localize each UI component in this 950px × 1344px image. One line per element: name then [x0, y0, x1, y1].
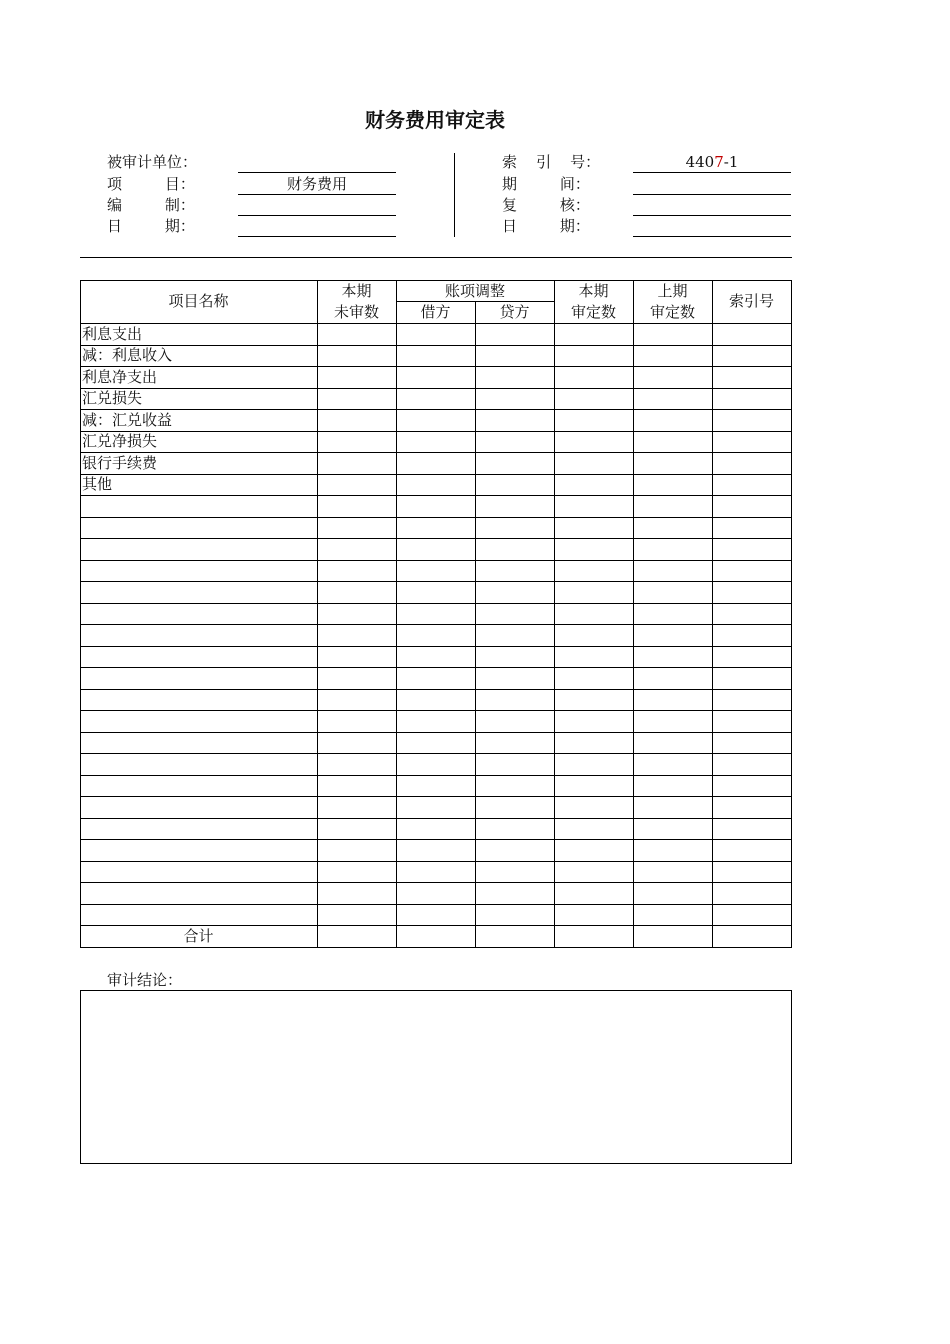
- table-cell[interactable]: [476, 690, 553, 710]
- table-cell[interactable]: [397, 840, 474, 860]
- col-header-unaudited-top: 本期: [341, 282, 372, 300]
- table-cell[interactable]: [634, 389, 711, 409]
- table-cell[interactable]: [555, 840, 632, 860]
- total-cell[interactable]: [318, 926, 395, 946]
- table-cell[interactable]: [318, 690, 395, 710]
- table-cell[interactable]: [555, 711, 632, 731]
- table-cell[interactable]: [634, 690, 711, 710]
- total-cell[interactable]: [634, 926, 711, 946]
- table-cell[interactable]: [555, 625, 632, 645]
- table-cell[interactable]: [555, 518, 632, 538]
- table-cell[interactable]: [634, 582, 711, 602]
- table-cell[interactable]: [713, 582, 790, 602]
- item-label: 项 目：: [107, 175, 195, 193]
- table-cell[interactable]: [397, 539, 474, 559]
- table-cell[interactable]: [318, 840, 395, 860]
- table-cell[interactable]: [713, 647, 790, 667]
- table-cell[interactable]: [476, 862, 553, 882]
- table-row-label: 汇兑净损失: [82, 432, 158, 450]
- table-cell[interactable]: [555, 690, 632, 710]
- table-cell[interactable]: [713, 432, 790, 452]
- conclusion-label: [107, 970, 182, 990]
- table-cell[interactable]: [713, 819, 790, 839]
- table-cell[interactable]: [555, 496, 632, 516]
- table-cell[interactable]: [555, 647, 632, 667]
- table-cell[interactable]: [397, 582, 474, 602]
- table-cell[interactable]: [713, 604, 790, 624]
- table-cell[interactable]: [397, 711, 474, 731]
- table-cell[interactable]: [397, 410, 474, 430]
- table-cell[interactable]: [555, 604, 632, 624]
- table-cell[interactable]: [476, 840, 553, 860]
- table-cell[interactable]: [476, 754, 553, 774]
- table-cell[interactable]: [634, 862, 711, 882]
- table-cell[interactable]: [713, 346, 790, 366]
- table-cell[interactable]: [555, 389, 632, 409]
- col-header-debit: 借方: [420, 303, 451, 321]
- col-header-credit: 贷方: [499, 303, 530, 321]
- table-cell[interactable]: [713, 453, 790, 473]
- prepared-date-label: 日 期：: [107, 217, 195, 235]
- table-cell[interactable]: [634, 604, 711, 624]
- index-number-part1: 440: [685, 153, 715, 171]
- table-cell[interactable]: [634, 668, 711, 688]
- table-cell[interactable]: [476, 432, 553, 452]
- table-cell[interactable]: [318, 432, 395, 452]
- table-cell[interactable]: [476, 410, 553, 430]
- table-cell[interactable]: [634, 561, 711, 581]
- table-cell[interactable]: [476, 518, 553, 538]
- table-cell[interactable]: [713, 389, 790, 409]
- table-cell[interactable]: [318, 582, 395, 602]
- index-number-label: 索 引 号：: [502, 153, 601, 171]
- col-header-unaudited-bottom: 未审数: [333, 303, 379, 321]
- table-cell[interactable]: [318, 733, 395, 753]
- table-cell[interactable]: [555, 324, 632, 344]
- table-cell[interactable]: [634, 539, 711, 559]
- table-cell[interactable]: [713, 754, 790, 774]
- table-cell[interactable]: [397, 346, 474, 366]
- table-cell[interactable]: [634, 496, 711, 516]
- table-cell[interactable]: [555, 754, 632, 774]
- table-cell[interactable]: [397, 604, 474, 624]
- table-cell[interactable]: [318, 711, 395, 731]
- table-cell[interactable]: [555, 346, 632, 366]
- table-cell[interactable]: [634, 324, 711, 344]
- item-field[interactable]: 财务费用: [238, 174, 396, 195]
- table-cell[interactable]: [634, 625, 711, 645]
- table-cell[interactable]: [397, 690, 474, 710]
- audited-entity-label: 被审计单位：: [107, 153, 198, 171]
- table-cell[interactable]: [476, 604, 553, 624]
- table-cell[interactable]: [713, 496, 790, 516]
- table-cell[interactable]: [555, 561, 632, 581]
- table-row-label: 减：汇兑收益: [82, 410, 173, 429]
- table-cell[interactable]: [713, 539, 790, 559]
- table-cell[interactable]: [713, 668, 790, 688]
- table-cell[interactable]: [634, 883, 711, 903]
- table-cell[interactable]: [634, 432, 711, 452]
- adjustment-subheader-line: [396, 301, 554, 302]
- table-cell[interactable]: [476, 582, 553, 602]
- table-cell[interactable]: [318, 453, 395, 473]
- table-cell[interactable]: [476, 733, 553, 753]
- table-row-label: 减：利息收入: [82, 346, 173, 364]
- review-date-label: 日 期：: [502, 217, 590, 235]
- table-cell[interactable]: [397, 883, 474, 903]
- total-cell[interactable]: [713, 926, 790, 946]
- table-cell[interactable]: [397, 324, 474, 344]
- table-cell[interactable]: [476, 389, 553, 409]
- table-cell[interactable]: [397, 797, 474, 817]
- table-cell[interactable]: [555, 668, 632, 688]
- table-cell[interactable]: [318, 561, 395, 581]
- col-header-item-name: 项目名称: [168, 292, 229, 310]
- table-cell[interactable]: [634, 754, 711, 774]
- table-cell[interactable]: [397, 733, 474, 753]
- table-cell[interactable]: [318, 410, 395, 430]
- table-cell[interactable]: [397, 625, 474, 645]
- col-header-index: 索引号: [728, 292, 774, 310]
- table-cell[interactable]: [397, 496, 474, 516]
- total-row-label: 合计: [183, 926, 214, 945]
- table-row-label: 利息净支出: [82, 367, 158, 386]
- col-header-prior-top: 上期: [657, 282, 688, 300]
- table-cell[interactable]: [555, 797, 632, 817]
- table-cell[interactable]: [555, 905, 632, 925]
- table-cell[interactable]: [555, 733, 632, 753]
- table-cell[interactable]: [318, 776, 395, 796]
- prepared-by-label: 编 制：: [107, 196, 195, 214]
- table-cell[interactable]: [318, 668, 395, 688]
- table-cell[interactable]: [318, 539, 395, 559]
- table-row-label: 银行手续费: [82, 453, 158, 472]
- table-row-label: 利息支出: [82, 324, 143, 343]
- table-cell[interactable]: [476, 346, 553, 366]
- table-cell[interactable]: [634, 840, 711, 860]
- table-cell[interactable]: [634, 819, 711, 839]
- table-row-label: 其他: [82, 475, 113, 493]
- table-cell[interactable]: [634, 905, 711, 925]
- table-cell[interactable]: [555, 410, 632, 430]
- table-cell[interactable]: [318, 324, 395, 344]
- table-cell[interactable]: [713, 905, 790, 925]
- table-cell[interactable]: [476, 797, 553, 817]
- table-cell[interactable]: [713, 690, 790, 710]
- col-header-audited-bottom: 审定数: [570, 303, 616, 321]
- table-bottom-border: [80, 947, 792, 948]
- table-cell[interactable]: [476, 883, 553, 903]
- table-cell[interactable]: [713, 797, 790, 817]
- table-cell[interactable]: [713, 840, 790, 860]
- table-cell[interactable]: [634, 346, 711, 366]
- table-cell[interactable]: [555, 367, 632, 387]
- table-cell[interactable]: [476, 905, 553, 925]
- reviewed-by-label: 复 核：: [502, 196, 590, 214]
- table-cell[interactable]: [634, 647, 711, 667]
- table-cell[interactable]: [318, 346, 395, 366]
- table-cell[interactable]: [713, 475, 790, 495]
- table-cell[interactable]: [318, 862, 395, 882]
- col-header-adjustment: 账项调整: [444, 282, 505, 300]
- table-cell[interactable]: [713, 518, 790, 538]
- table-cell[interactable]: [318, 819, 395, 839]
- table-row-label: 汇兑损失: [82, 389, 143, 407]
- table-cell[interactable]: [555, 819, 632, 839]
- table-cell[interactable]: [634, 367, 711, 387]
- table-cell[interactable]: [318, 367, 395, 387]
- table-cell[interactable]: [555, 862, 632, 882]
- table-cell[interactable]: [634, 776, 711, 796]
- table-cell[interactable]: [555, 776, 632, 796]
- table-cell[interactable]: [713, 561, 790, 581]
- table-cell[interactable]: [397, 819, 474, 839]
- table-right-border: [791, 280, 792, 947]
- conclusion-box[interactable]: [80, 990, 792, 1164]
- table-cell[interactable]: [397, 905, 474, 925]
- total-cell[interactable]: [476, 926, 553, 946]
- table-cell[interactable]: [397, 561, 474, 581]
- table-left-border: [80, 280, 81, 947]
- table-cell[interactable]: [318, 518, 395, 538]
- table-cell[interactable]: [318, 625, 395, 645]
- table-cell[interactable]: [476, 776, 553, 796]
- table-cell[interactable]: [555, 582, 632, 602]
- table-cell[interactable]: [634, 733, 711, 753]
- total-cell[interactable]: [555, 926, 632, 946]
- table-cell[interactable]: [397, 367, 474, 387]
- table-top-border: [80, 280, 792, 281]
- table-cell[interactable]: [397, 862, 474, 882]
- index-number-part2: 7: [714, 153, 724, 171]
- conclusion-label-text: 审计结论：: [107, 971, 183, 989]
- table-cell[interactable]: [555, 883, 632, 903]
- table-cell[interactable]: [476, 367, 553, 387]
- table-cell[interactable]: [555, 432, 632, 452]
- table-cell[interactable]: [476, 647, 553, 667]
- table-cell[interactable]: [476, 561, 553, 581]
- table-cell[interactable]: [476, 539, 553, 559]
- table-cell[interactable]: [634, 518, 711, 538]
- table-cell[interactable]: [397, 668, 474, 688]
- table-cell[interactable]: [318, 389, 395, 409]
- table-cell[interactable]: [555, 453, 632, 473]
- table-cell[interactable]: [397, 518, 474, 538]
- page-title: 财务费用审定表: [365, 108, 505, 132]
- col-header-prior-bottom: 审定数: [649, 303, 695, 321]
- table-cell[interactable]: [634, 711, 711, 731]
- table-cell[interactable]: [476, 668, 553, 688]
- table-cell[interactable]: [634, 475, 711, 495]
- table-cell[interactable]: [476, 625, 553, 645]
- table-cell[interactable]: [713, 625, 790, 645]
- table-cell[interactable]: [397, 475, 474, 495]
- total-cell[interactable]: [397, 926, 474, 946]
- table-cell[interactable]: [634, 410, 711, 430]
- table-cell[interactable]: [397, 453, 474, 473]
- table-cell[interactable]: [318, 883, 395, 903]
- table-cell[interactable]: [476, 324, 553, 344]
- index-number-part3: -1: [723, 153, 739, 171]
- table-cell[interactable]: [476, 453, 553, 473]
- table-cell[interactable]: [713, 776, 790, 796]
- table-cell[interactable]: [713, 733, 790, 753]
- table-cell[interactable]: [476, 819, 553, 839]
- table-cell[interactable]: [555, 475, 632, 495]
- table-cell[interactable]: [476, 711, 553, 731]
- table-cell[interactable]: [634, 453, 711, 473]
- table-cell[interactable]: [318, 905, 395, 925]
- table-cell[interactable]: [713, 862, 790, 882]
- table-cell[interactable]: [397, 754, 474, 774]
- table-cell[interactable]: [555, 539, 632, 559]
- table-cell[interactable]: [318, 604, 395, 624]
- table-cell[interactable]: [476, 496, 553, 516]
- table-cell[interactable]: [713, 367, 790, 387]
- table-cell[interactable]: [713, 410, 790, 430]
- table-cell[interactable]: [318, 754, 395, 774]
- table-cell[interactable]: [397, 432, 474, 452]
- period-label: 期 间：: [502, 175, 590, 193]
- table-cell[interactable]: [713, 711, 790, 731]
- table-cell[interactable]: [634, 797, 711, 817]
- table-cell[interactable]: [713, 883, 790, 903]
- table-cell[interactable]: [318, 496, 395, 516]
- table-cell[interactable]: [713, 324, 790, 344]
- table-cell[interactable]: [397, 389, 474, 409]
- table-cell[interactable]: [397, 776, 474, 796]
- table-cell[interactable]: [318, 647, 395, 667]
- table-cell[interactable]: [476, 475, 553, 495]
- table-cell[interactable]: [318, 475, 395, 495]
- table-cell[interactable]: [397, 647, 474, 667]
- table-cell[interactable]: [318, 797, 395, 817]
- col-header-audited-top: 本期: [578, 282, 609, 300]
